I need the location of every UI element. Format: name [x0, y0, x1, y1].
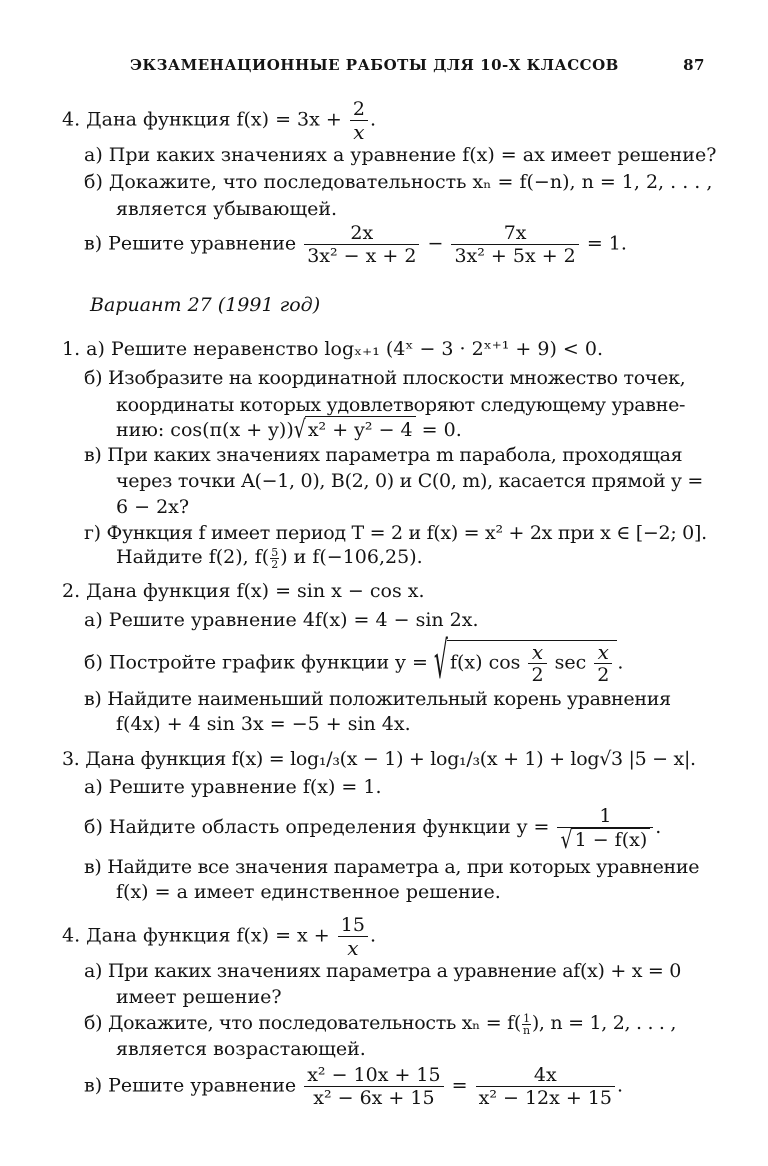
- problem-3-statement: 3. Дана функция f(x) = log₁/₃(x − 1) + log₁/₃(x + 1) + log√3 |5 − x|.: [62, 748, 696, 770]
- fraction: $\frac{x}{2}$: [594, 641, 612, 686]
- problem-2-v-line2: f(4x) + 4 sin 3x = −5 + sin 4x.: [116, 713, 411, 735]
- problem-2-statement: 2. Дана функция f(x) = sin x − cos x.: [62, 580, 425, 602]
- problem-1-g-line2: Найдите f(2), f( $\frac{5}{2}$ ) и f(−106,25).: [116, 545, 423, 571]
- problem-1-v-line2: через точки A(−1, 0), B(2, 0) и C(0, m), касается прямой y =: [116, 470, 703, 492]
- problem-4-statement: 4. Дана функция f(x) = x + $\frac{15}{x}$ .: [62, 914, 376, 960]
- page-number: 87: [683, 56, 705, 74]
- problem-1-v-line3: 6 − 2x?: [116, 496, 190, 518]
- problem-2-b: б) Постройте график функции y = √ f(x) cos $\frac{x}{2}$ sec $\frac{x}{2}$ .: [84, 640, 623, 686]
- small-fraction: $\frac{5}{2}$: [271, 545, 279, 571]
- header-title: ЭКЗАМЕНАЦИОННЫЕ РАБОТЫ ДЛЯ 10-Х КЛАССОВ: [130, 56, 619, 74]
- prev-problem-4-v: в) Решите уравнение $\frac{2x}{\text{3x² − x + 2}}$ − $\frac{7x}{\text{3x² + 5x + 2}}$ = 1.: [84, 222, 627, 267]
- fraction: $\frac{\text{x² − 10x + 15}}{\text{x² − 6x + 15}}$: [304, 1064, 443, 1109]
- fraction: $\frac{1}{√ 1 - f(x)}$: [557, 805, 653, 851]
- problem-1-a: 1. а) Решите неравенство logₓ₊₁ (4ˣ − 3 · 2ˣ⁺¹ + 9) < 0.: [62, 338, 604, 360]
- problem-4-v: в) Решите уравнение $\frac{\text{x² − 10x + 15}}{\text{x² − 6x + 15}}$ = $\frac{4x}{\text{x² − 12x + 15}}$ .: [84, 1064, 624, 1109]
- running-header: [130, 52, 710, 76]
- fraction: $\frac{x}{2}$: [528, 641, 546, 686]
- problem-4-b-line2: является возрастающей.: [116, 1038, 366, 1060]
- prev-problem-4-statement: 4. Дана функция f(x) = 3x + $\frac{2}{x}$ .: [62, 98, 376, 144]
- problem-1-g-line1: г) Функция f имеет период T = 2 и f(x) = x² + 2x при x ∈ [−2; 0].: [84, 522, 707, 544]
- radical-sign: √: [433, 633, 448, 691]
- problem-2-v-line1: в) Найдите наименьший положительный корень уравнения: [84, 688, 671, 710]
- fraction: $\frac{4x}{\text{x² − 12x + 15}}$: [476, 1064, 615, 1109]
- problem-3-b: б) Найдите область определения функции y = $\frac{1}{√ 1 - f(x)}$ .: [84, 805, 662, 855]
- problem-2-a: а) Решите уравнение 4f(x) = 4 − sin 2x.: [84, 609, 479, 631]
- problem-4-a-line2: имеет решение?: [116, 986, 282, 1008]
- problem-1-b-line1: б) Изобразите на координатной плоскости множество точек,: [84, 367, 686, 389]
- problem-1-v-line1: в) При каких значениях параметра m парабола, проходящая: [84, 444, 683, 466]
- problem-1-b-line3: нию: cos(π(x + y))√ x² + y² − 4 = 0.: [116, 416, 462, 444]
- problem-4-a-line1: а) При каких значениях параметра a уравнение af(x) + x = 0: [84, 960, 682, 982]
- radical-sign: √: [560, 825, 573, 855]
- prev-problem-4-b-line1: б) Докажите, что последовательность xₙ = f(−n), n = 1, 2, . . . ,: [84, 171, 713, 193]
- fraction: $\frac{7x}{\text{3x² + 5x + 2}}$: [451, 222, 578, 267]
- problem-3-a: а) Решите уравнение f(x) = 1.: [84, 776, 382, 798]
- problem-1-b-line2: координаты которых удовлетворяют следующему уравне-: [116, 394, 686, 416]
- problem-3-v-line1: в) Найдите все значения параметра a, при которых уравнение: [84, 856, 700, 878]
- fraction: $\frac{2x}{\text{3x² − x + 2}}$: [304, 222, 419, 267]
- variant-title: Вариант 27 (1991 год): [90, 294, 321, 316]
- small-fraction: $\frac{1}{n}$: [523, 1011, 530, 1037]
- prev-problem-4-a: а) При каких значениях a уравнение f(x) = ax имеет решение?: [84, 144, 717, 166]
- problem-3-v-line2: f(x) = a имеет единственное решение.: [116, 881, 501, 903]
- problem-4-b-line1: б) Докажите, что последовательность xₙ = f( $\frac{1}{n}$ ), n = 1, 2, . . . ,: [84, 1011, 677, 1037]
- prev-problem-4-b-line2: является убывающей.: [116, 198, 338, 220]
- radical-sign: √: [293, 415, 306, 445]
- fraction: $\frac{15}{x}$: [338, 914, 368, 959]
- fraction: $\frac{2}{x}$: [350, 98, 368, 143]
